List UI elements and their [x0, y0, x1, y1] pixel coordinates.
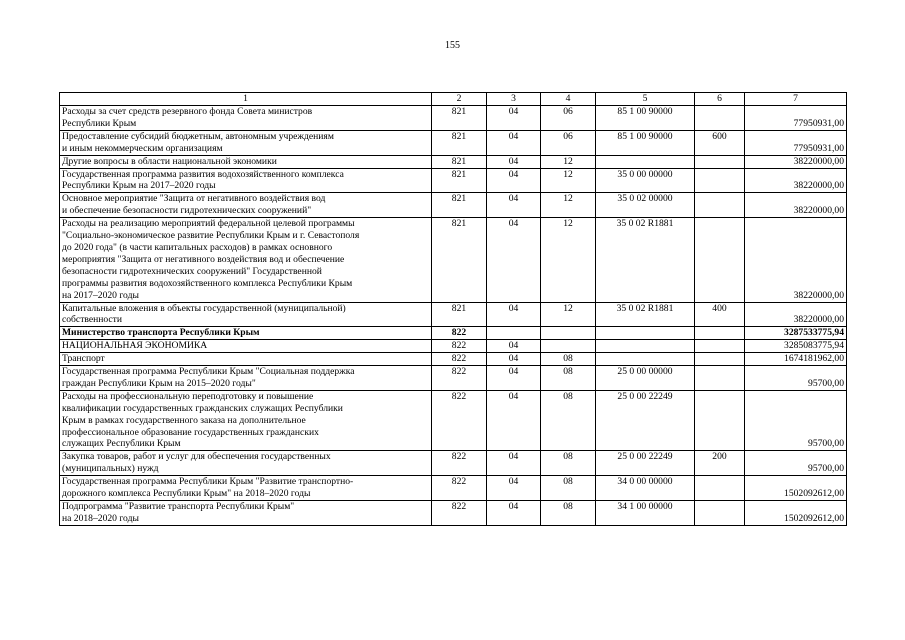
row-code-cell — [695, 193, 745, 218]
row-code-cell: 08 — [541, 353, 596, 366]
row-code-cell: 08 — [541, 451, 596, 476]
row-name-line: Транспорт — [62, 353, 105, 365]
table-row — [60, 193, 847, 218]
row-name-line: Капитальные вложения в объекты государственной (муниципальной) — [62, 302, 346, 314]
row-code-cell: 04 — [487, 218, 541, 302]
row-code-cell: 25 0 00 00000 — [596, 366, 695, 391]
row-code-cell: 04 — [487, 340, 541, 353]
row-code-cell: 34 1 00 00000 — [596, 501, 695, 526]
row-name-line: служащих Республики Крым — [62, 438, 181, 450]
row-sum-cell: 3287533775,94 — [745, 327, 847, 340]
row-code-cell: 822 — [432, 340, 487, 353]
row-code-cell: 822 — [432, 366, 487, 391]
row-code-cell: 04 — [487, 302, 541, 327]
row-code-cell: 12 — [541, 218, 596, 302]
row-code-cell — [695, 340, 745, 353]
row-code-cell: 04 — [487, 193, 541, 218]
row-name-cell — [60, 302, 432, 327]
table-row — [60, 302, 847, 327]
row-code-cell: 35 0 02 R1881 — [596, 218, 695, 302]
row-code-cell: 04 — [487, 130, 541, 155]
table-row — [60, 168, 847, 193]
header-cell: 1 — [60, 93, 432, 106]
row-code-cell — [596, 327, 695, 340]
row-code-cell: 821 — [432, 106, 487, 131]
row-code-cell — [596, 340, 695, 353]
row-code-cell: 821 — [432, 218, 487, 302]
row-code-cell: 25 0 00 22249 — [596, 451, 695, 476]
row-code-cell: 04 — [487, 501, 541, 526]
row-code-cell: 200 — [695, 451, 745, 476]
row-sum-cell: 1502092612,00 — [745, 501, 847, 526]
row-code-cell: 35 0 02 R1881 — [596, 302, 695, 327]
page-number: 155 — [445, 40, 460, 51]
row-name-line: Предоставление субсидий бюджетным, автономным учреждениям — [62, 130, 334, 142]
row-name-line: Расходы на реализацию мероприятий федеральной целевой программы — [62, 218, 355, 230]
row-name-line: Министерство транспорта Республики Крым — [62, 327, 260, 339]
row-code-cell — [695, 366, 745, 391]
row-name-cell — [60, 501, 432, 526]
row-code-cell: 822 — [432, 476, 487, 501]
row-code-cell: 12 — [541, 168, 596, 193]
row-sum-cell: 38220000,00 — [745, 193, 847, 218]
row-code-cell: 08 — [541, 390, 596, 451]
row-code-cell — [541, 340, 596, 353]
row-code-cell: 822 — [432, 451, 487, 476]
row-code-cell: 821 — [432, 130, 487, 155]
budget-table — [59, 92, 847, 526]
row-code-cell: 06 — [541, 130, 596, 155]
row-name-line: Государственная программа развития водохозяйственного комплекса — [62, 168, 344, 180]
row-code-cell: 822 — [432, 353, 487, 366]
row-code-cell: 04 — [487, 451, 541, 476]
row-name-line: безопасности гидротехнических сооружений" Государственной — [62, 265, 322, 277]
row-sum-cell: 77950931,00 — [745, 130, 847, 155]
table-row — [60, 218, 847, 302]
row-code-cell: 12 — [541, 155, 596, 168]
row-code-cell: 12 — [541, 193, 596, 218]
row-code-cell — [695, 353, 745, 366]
row-name-line: Республики Крым — [62, 117, 137, 129]
table-row — [60, 340, 847, 353]
row-code-cell: 08 — [541, 501, 596, 526]
row-code-cell: 821 — [432, 193, 487, 218]
row-code-cell: 822 — [432, 390, 487, 451]
row-name-cell — [60, 106, 432, 131]
row-code-cell — [596, 155, 695, 168]
row-code-cell: 04 — [487, 476, 541, 501]
table-row — [60, 155, 847, 168]
row-name-line: Подпрограмма "Развитие транспорта Республики Крым" — [62, 501, 295, 512]
row-name-line: НАЦИОНАЛЬНАЯ ЭКОНОМИКА — [62, 340, 208, 352]
row-name-line: Государственная программа Республики Крым "Развитие транспортно- — [62, 476, 354, 488]
header-cell: 3 — [487, 93, 541, 106]
row-code-cell — [695, 106, 745, 131]
row-name-line: Расходы на профессиональную переподготовку и повышение — [62, 390, 314, 402]
row-name-line: мероприятия "Защита от негативного воздействия вод и обеспечение — [62, 253, 345, 265]
row-code-cell — [695, 155, 745, 168]
row-sum-cell: 77950931,00 — [745, 106, 847, 131]
row-sum-cell: 1674181962,00 — [745, 353, 847, 366]
row-code-cell: 821 — [432, 302, 487, 327]
row-code-cell — [541, 327, 596, 340]
row-code-cell: 35 0 02 00000 — [596, 193, 695, 218]
row-sum-cell: 3285083775,94 — [745, 340, 847, 353]
row-name-line: Расходы за счет средств резервного фонда Совета министров — [62, 106, 313, 117]
row-sum-cell: 1502092612,00 — [745, 476, 847, 501]
table-header-row — [60, 93, 847, 106]
row-name-line: на 2018–2020 годы — [62, 512, 139, 524]
row-name-line: "Социально-экономическое развитие Республики Крым и г. Севастополя — [62, 230, 360, 242]
row-name-line: Крым в рамках государственного заказа на дополнительное — [62, 414, 306, 426]
row-sum-cell: 95700,00 — [745, 390, 847, 451]
row-sum-cell: 38220000,00 — [745, 168, 847, 193]
table-row — [60, 353, 847, 366]
row-code-cell — [596, 353, 695, 366]
row-name-line: и иным некоммерческим организациям — [62, 142, 223, 154]
row-name-line: квалификации государственных гражданских служащих Республики — [62, 402, 343, 414]
row-code-cell: 85 1 00 90000 — [596, 130, 695, 155]
row-name-cell — [60, 353, 432, 366]
row-code-cell — [487, 327, 541, 340]
row-code-cell: 04 — [487, 168, 541, 193]
row-name-line: программы развития водохозяйственного комплекса Республики Крым — [62, 277, 353, 289]
row-code-cell — [695, 218, 745, 302]
row-code-cell: 08 — [541, 476, 596, 501]
row-code-cell: 04 — [487, 353, 541, 366]
row-name-line: на 2017–2020 годы — [62, 289, 139, 301]
header-cell: 2 — [432, 93, 487, 106]
table-row — [60, 451, 847, 476]
row-code-cell: 12 — [541, 302, 596, 327]
row-code-cell: 34 0 00 00000 — [596, 476, 695, 501]
row-name-line: (муниципальных) нужд — [62, 463, 159, 475]
row-code-cell: 04 — [487, 390, 541, 451]
row-name-cell — [60, 390, 432, 451]
row-code-cell — [695, 501, 745, 526]
row-name-cell — [60, 193, 432, 218]
row-name-cell — [60, 155, 432, 168]
table-row — [60, 366, 847, 391]
row-name-cell — [60, 340, 432, 353]
row-name-cell — [60, 218, 432, 302]
row-code-cell — [695, 476, 745, 501]
row-name-line: Закупка товаров, работ и услуг для обеспечения государственных — [62, 451, 331, 463]
table-row — [60, 106, 847, 131]
row-name-cell — [60, 476, 432, 501]
row-name-line: Основное мероприятие "Защита от негативного воздействия вод — [62, 193, 326, 205]
row-code-cell: 600 — [695, 130, 745, 155]
row-code-cell: 822 — [432, 501, 487, 526]
row-sum-cell: 95700,00 — [745, 451, 847, 476]
row-sum-cell: 38220000,00 — [745, 302, 847, 327]
row-code-cell: 821 — [432, 168, 487, 193]
row-code-cell: 400 — [695, 302, 745, 327]
row-sum-cell: 38220000,00 — [745, 218, 847, 302]
row-name-line: Другие вопросы в области национальной экономики — [62, 155, 277, 167]
row-code-cell: 85 1 00 90000 — [596, 106, 695, 131]
row-name-cell — [60, 451, 432, 476]
table-row — [60, 501, 847, 526]
row-code-cell: 821 — [432, 155, 487, 168]
row-name-cell — [60, 366, 432, 391]
row-code-cell: 35 0 00 00000 — [596, 168, 695, 193]
row-code-cell — [695, 390, 745, 451]
row-name-line: граждан Республики Крым на 2015–2020 годы" — [62, 377, 256, 389]
header-cell: 4 — [541, 93, 596, 106]
row-name-cell — [60, 327, 432, 340]
header-cell: 6 — [695, 93, 745, 106]
row-code-cell: 04 — [487, 106, 541, 131]
row-code-cell: 06 — [541, 106, 596, 131]
row-code-cell: 04 — [487, 155, 541, 168]
table-row — [60, 327, 847, 340]
row-name-line: собственности — [62, 314, 123, 326]
row-name-line: Республики Крым на 2017–2020 годы — [62, 180, 216, 192]
row-name-line: профессиональное образование государственных гражданских — [62, 426, 319, 438]
row-name-line: до 2020 года" (в части капитальных расходов) в рамках основного — [62, 241, 333, 253]
table-row — [60, 130, 847, 155]
row-name-line: дорожного комплекса Республики Крым" на 2018–2020 годы — [62, 488, 311, 500]
row-code-cell: 822 — [432, 327, 487, 340]
row-code-cell: 08 — [541, 366, 596, 391]
table-row — [60, 476, 847, 501]
row-name-line: Государственная программа Республики Крым "Социальная поддержка — [62, 366, 355, 378]
row-name-line: и обеспечение безопасности гидротехнических сооружений" — [62, 205, 312, 217]
row-sum-cell: 38220000,00 — [745, 155, 847, 168]
row-name-cell — [60, 168, 432, 193]
row-code-cell — [695, 168, 745, 193]
row-name-cell — [60, 130, 432, 155]
header-cell: 5 — [596, 93, 695, 106]
header-cell: 7 — [745, 93, 847, 106]
row-code-cell: 04 — [487, 366, 541, 391]
row-code-cell — [695, 327, 745, 340]
row-code-cell: 25 0 00 22249 — [596, 390, 695, 451]
row-sum-cell: 95700,00 — [745, 366, 847, 391]
table-row — [60, 390, 847, 451]
